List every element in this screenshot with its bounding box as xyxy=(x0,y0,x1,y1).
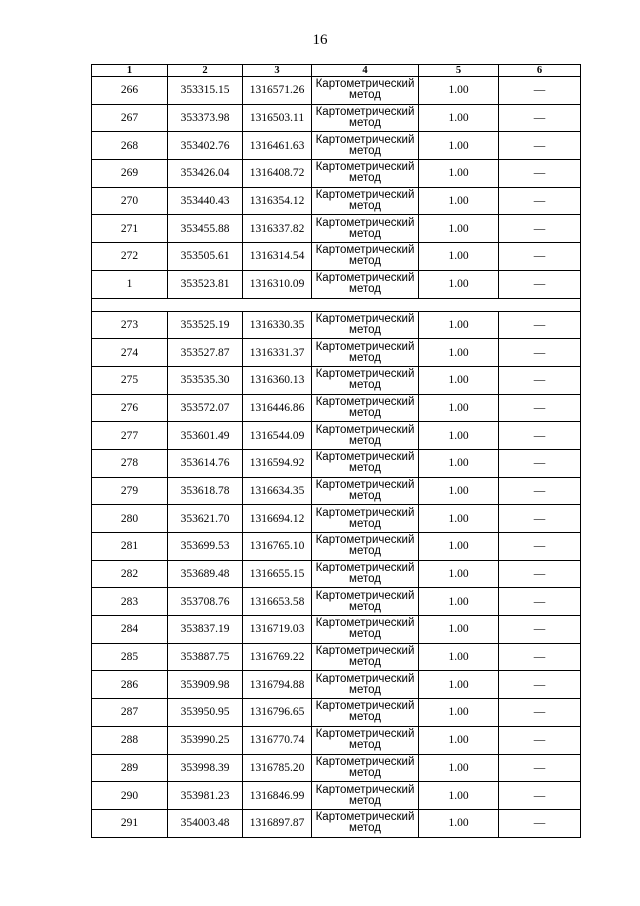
x-coordinate-cell: 353315.15 xyxy=(168,77,243,105)
description-cell: — xyxy=(499,754,581,782)
y-coordinate-cell: 1316461.63 xyxy=(243,132,312,160)
method-cell: Картометрический метод xyxy=(312,643,419,671)
description-cell: — xyxy=(499,782,581,810)
accuracy-cell: 1.00 xyxy=(419,754,499,782)
table-row xyxy=(92,754,581,782)
point-number-cell: 286 xyxy=(92,671,168,699)
description-cell: — xyxy=(499,809,581,837)
method-cell: Картометрический метод xyxy=(312,588,419,616)
point-number-cell: 266 xyxy=(92,77,168,105)
y-coordinate-cell: 1316310.09 xyxy=(243,270,312,298)
description-cell: — xyxy=(499,366,581,394)
x-coordinate-cell: 353601.49 xyxy=(168,422,243,450)
x-coordinate-cell: 353455.88 xyxy=(168,215,243,243)
x-coordinate-cell: 353887.75 xyxy=(168,643,243,671)
table-row xyxy=(92,270,581,298)
accuracy-cell: 1.00 xyxy=(419,726,499,754)
description-cell: — xyxy=(499,533,581,561)
table-header-row xyxy=(92,65,581,77)
page-number: 16 xyxy=(312,32,328,48)
y-coordinate-cell: 1316314.54 xyxy=(243,243,312,271)
point-number-cell: 272 xyxy=(92,243,168,271)
method-cell: Картометрический метод xyxy=(312,782,419,810)
point-number-cell: 288 xyxy=(92,726,168,754)
accuracy-cell: 1.00 xyxy=(419,699,499,727)
x-coordinate-cell: 353523.81 xyxy=(168,270,243,298)
x-coordinate-cell: 353950.95 xyxy=(168,699,243,727)
method-cell: Картометрический метод xyxy=(312,477,419,505)
accuracy-cell: 1.00 xyxy=(419,187,499,215)
table-row xyxy=(92,311,581,339)
table-row xyxy=(92,394,581,422)
point-number-cell: 290 xyxy=(92,782,168,810)
y-coordinate-cell: 1316446.86 xyxy=(243,394,312,422)
table-row xyxy=(92,132,581,160)
description-cell: — xyxy=(499,132,581,160)
method-cell: Картометрический метод xyxy=(312,449,419,477)
accuracy-cell: 1.00 xyxy=(419,782,499,810)
header-cell-point-number: 1 xyxy=(92,65,168,77)
table-row xyxy=(92,560,581,588)
point-number-cell: 284 xyxy=(92,616,168,644)
method-cell: Картометрический метод xyxy=(312,671,419,699)
description-cell: — xyxy=(499,422,581,450)
description-cell: — xyxy=(499,215,581,243)
table-row xyxy=(92,449,581,477)
y-coordinate-cell: 1316770.74 xyxy=(243,726,312,754)
table-row xyxy=(92,671,581,699)
table-row xyxy=(92,782,581,810)
header-cell-accuracy: 5 xyxy=(419,65,499,77)
description-cell: — xyxy=(499,311,581,339)
method-cell: Картометрический метод xyxy=(312,533,419,561)
y-coordinate-cell: 1316794.88 xyxy=(243,671,312,699)
y-coordinate-cell: 1316360.13 xyxy=(243,366,312,394)
table-row xyxy=(92,366,581,394)
description-cell: — xyxy=(499,270,581,298)
description-cell: — xyxy=(499,160,581,188)
accuracy-cell: 1.00 xyxy=(419,77,499,105)
method-cell: Картометрический метод xyxy=(312,243,419,271)
y-coordinate-cell: 1316796.65 xyxy=(243,699,312,727)
method-cell: Картометрический метод xyxy=(312,726,419,754)
method-cell: Картометрический метод xyxy=(312,104,419,132)
y-coordinate-cell: 1316719.03 xyxy=(243,616,312,644)
y-coordinate-cell: 1316594.92 xyxy=(243,449,312,477)
y-coordinate-cell: 1316408.72 xyxy=(243,160,312,188)
y-coordinate-cell: 1316694.12 xyxy=(243,505,312,533)
method-cell: Картометрический метод xyxy=(312,699,419,727)
description-cell: — xyxy=(499,671,581,699)
accuracy-cell: 1.00 xyxy=(419,505,499,533)
table-row xyxy=(92,215,581,243)
y-coordinate-cell: 1316331.37 xyxy=(243,339,312,367)
y-coordinate-cell: 1316897.87 xyxy=(243,809,312,837)
x-coordinate-cell: 353426.04 xyxy=(168,160,243,188)
y-coordinate-cell: 1316571.26 xyxy=(243,77,312,105)
point-number-cell: 285 xyxy=(92,643,168,671)
method-cell: Картометрический метод xyxy=(312,270,419,298)
method-cell: Картометрический метод xyxy=(312,187,419,215)
header-cell-method: 4 xyxy=(312,65,419,77)
table-row xyxy=(92,726,581,754)
point-number-cell: 291 xyxy=(92,809,168,837)
description-cell: — xyxy=(499,643,581,671)
point-number-cell: 267 xyxy=(92,104,168,132)
point-number-cell: 281 xyxy=(92,533,168,561)
x-coordinate-cell: 353527.87 xyxy=(168,339,243,367)
point-number-cell: 269 xyxy=(92,160,168,188)
table-row xyxy=(92,699,581,727)
method-cell: Картометрический метод xyxy=(312,394,419,422)
table-row xyxy=(92,588,581,616)
method-cell: Картометрический метод xyxy=(312,560,419,588)
table-row xyxy=(92,160,581,188)
accuracy-cell: 1.00 xyxy=(419,132,499,160)
point-number-cell: 276 xyxy=(92,394,168,422)
x-coordinate-cell: 353621.70 xyxy=(168,505,243,533)
table-row xyxy=(92,505,581,533)
coordinates-table-body xyxy=(92,65,581,838)
method-cell: Картометрический метод xyxy=(312,339,419,367)
method-cell: Картометрический метод xyxy=(312,160,419,188)
accuracy-cell: 1.00 xyxy=(419,449,499,477)
x-coordinate-cell: 353402.76 xyxy=(168,132,243,160)
method-cell: Картометрический метод xyxy=(312,505,419,533)
table-row xyxy=(92,477,581,505)
y-coordinate-cell: 1316634.35 xyxy=(243,477,312,505)
x-coordinate-cell: 353373.98 xyxy=(168,104,243,132)
y-coordinate-cell: 1316846.99 xyxy=(243,782,312,810)
description-cell: — xyxy=(499,699,581,727)
y-coordinate-cell: 1316785.20 xyxy=(243,754,312,782)
description-cell: — xyxy=(499,477,581,505)
y-coordinate-cell: 1316354.12 xyxy=(243,187,312,215)
accuracy-cell: 1.00 xyxy=(419,616,499,644)
point-number-cell: 271 xyxy=(92,215,168,243)
method-cell: Картометрический метод xyxy=(312,422,419,450)
method-cell: Картометрический метод xyxy=(312,77,419,105)
x-coordinate-cell: 354003.48 xyxy=(168,809,243,837)
x-coordinate-cell: 353837.19 xyxy=(168,616,243,644)
point-number-cell: 283 xyxy=(92,588,168,616)
x-coordinate-cell: 353618.78 xyxy=(168,477,243,505)
table-row xyxy=(92,616,581,644)
description-cell: — xyxy=(499,560,581,588)
table-row xyxy=(92,77,581,105)
x-coordinate-cell: 353440.43 xyxy=(168,187,243,215)
accuracy-cell: 1.00 xyxy=(419,588,499,616)
description-cell: — xyxy=(499,104,581,132)
description-cell: — xyxy=(499,187,581,215)
accuracy-cell: 1.00 xyxy=(419,671,499,699)
table-row xyxy=(92,533,581,561)
description-cell: — xyxy=(499,449,581,477)
accuracy-cell: 1.00 xyxy=(419,422,499,450)
x-coordinate-cell: 353998.39 xyxy=(168,754,243,782)
accuracy-cell: 1.00 xyxy=(419,394,499,422)
description-cell: — xyxy=(499,243,581,271)
accuracy-cell: 1.00 xyxy=(419,366,499,394)
description-cell: — xyxy=(499,339,581,367)
description-cell: — xyxy=(499,616,581,644)
point-number-cell: 289 xyxy=(92,754,168,782)
y-coordinate-cell: 1316330.35 xyxy=(243,311,312,339)
method-cell: Картометрический метод xyxy=(312,366,419,394)
y-coordinate-cell: 1316544.09 xyxy=(243,422,312,450)
description-cell: — xyxy=(499,726,581,754)
description-cell: — xyxy=(499,394,581,422)
table-row xyxy=(92,104,581,132)
description-cell: — xyxy=(499,505,581,533)
accuracy-cell: 1.00 xyxy=(419,311,499,339)
method-cell: Картометрический метод xyxy=(312,132,419,160)
x-coordinate-cell: 353699.53 xyxy=(168,533,243,561)
accuracy-cell: 1.00 xyxy=(419,643,499,671)
y-coordinate-cell: 1316655.15 xyxy=(243,560,312,588)
method-cell: Картометрический метод xyxy=(312,809,419,837)
description-cell: — xyxy=(499,77,581,105)
table-row xyxy=(92,643,581,671)
table-row xyxy=(92,422,581,450)
point-number-cell: 273 xyxy=(92,311,168,339)
point-number-cell: 282 xyxy=(92,560,168,588)
accuracy-cell: 1.00 xyxy=(419,160,499,188)
point-number-cell: 270 xyxy=(92,187,168,215)
x-coordinate-cell: 353909.98 xyxy=(168,671,243,699)
accuracy-cell: 1.00 xyxy=(419,270,499,298)
table-row xyxy=(92,339,581,367)
point-number-cell: 287 xyxy=(92,699,168,727)
point-number-cell: 275 xyxy=(92,366,168,394)
method-cell: Картометрический метод xyxy=(312,754,419,782)
point-number-cell: 278 xyxy=(92,449,168,477)
header-cell-y: 3 xyxy=(243,65,312,77)
coordinates-table xyxy=(91,64,581,838)
y-coordinate-cell: 1316653.58 xyxy=(243,588,312,616)
x-coordinate-cell: 353990.25 xyxy=(168,726,243,754)
x-coordinate-cell: 353525.19 xyxy=(168,311,243,339)
accuracy-cell: 1.00 xyxy=(419,809,499,837)
x-coordinate-cell: 353505.61 xyxy=(168,243,243,271)
description-cell: — xyxy=(499,588,581,616)
x-coordinate-cell: 353535.30 xyxy=(168,366,243,394)
separator-cell xyxy=(92,298,581,311)
contour-separator-row xyxy=(92,298,581,311)
x-coordinate-cell: 353614.76 xyxy=(168,449,243,477)
method-cell: Картометрический метод xyxy=(312,616,419,644)
accuracy-cell: 1.00 xyxy=(419,560,499,588)
accuracy-cell: 1.00 xyxy=(419,104,499,132)
point-number-cell: 277 xyxy=(92,422,168,450)
accuracy-cell: 1.00 xyxy=(419,477,499,505)
accuracy-cell: 1.00 xyxy=(419,243,499,271)
x-coordinate-cell: 353689.48 xyxy=(168,560,243,588)
method-cell: Картометрический метод xyxy=(312,215,419,243)
header-cell-description: 6 xyxy=(499,65,581,77)
accuracy-cell: 1.00 xyxy=(419,533,499,561)
point-number-cell: 274 xyxy=(92,339,168,367)
point-number-cell: 1 xyxy=(92,270,168,298)
point-number-cell: 280 xyxy=(92,505,168,533)
y-coordinate-cell: 1316337.82 xyxy=(243,215,312,243)
header-cell-x: 2 xyxy=(168,65,243,77)
accuracy-cell: 1.00 xyxy=(419,339,499,367)
table-row xyxy=(92,809,581,837)
point-number-cell: 279 xyxy=(92,477,168,505)
method-cell: Картометрический метод xyxy=(312,311,419,339)
x-coordinate-cell: 353981.23 xyxy=(168,782,243,810)
y-coordinate-cell: 1316769.22 xyxy=(243,643,312,671)
point-number-cell: 268 xyxy=(92,132,168,160)
y-coordinate-cell: 1316503.11 xyxy=(243,104,312,132)
accuracy-cell: 1.00 xyxy=(419,215,499,243)
table-row xyxy=(92,243,581,271)
x-coordinate-cell: 353708.76 xyxy=(168,588,243,616)
table-row xyxy=(92,187,581,215)
x-coordinate-cell: 353572.07 xyxy=(168,394,243,422)
y-coordinate-cell: 1316765.10 xyxy=(243,533,312,561)
